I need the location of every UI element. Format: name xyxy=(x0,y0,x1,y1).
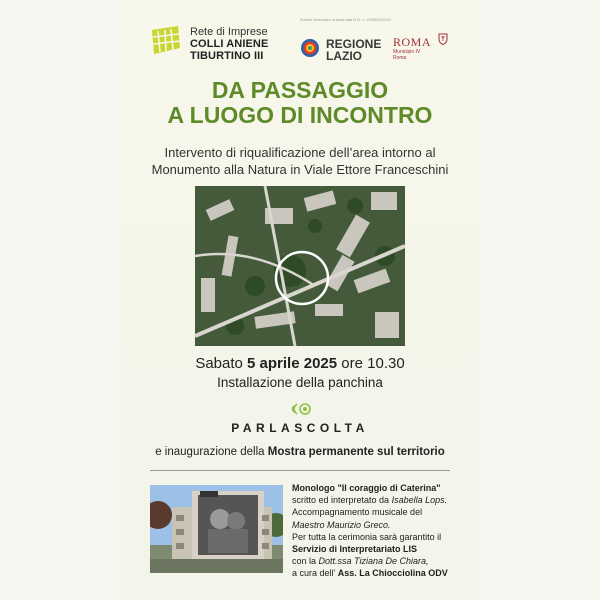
mono-dott: Dott.ssa Tiziana De Chiara, xyxy=(318,556,429,567)
roma-sub2: Roma xyxy=(393,55,407,61)
rete-line3: TIBURTINO III xyxy=(190,50,264,62)
title-line2: A LUOGO DI INCONTRO xyxy=(167,102,433,128)
roma-title: ROMA xyxy=(393,35,432,49)
roma-subtitle xyxy=(393,49,420,61)
lazio-line1: REGIONE xyxy=(326,37,382,51)
divider xyxy=(150,470,450,471)
event-time: ore 10.30 xyxy=(341,355,405,372)
rete-line2: COLLI ANIENE xyxy=(190,38,269,50)
subtitle-line2: Monumento alla Natura in Viale Ettore Franceschini xyxy=(151,162,449,177)
mono-maestro-text: Maestro Maurizio Greco. xyxy=(292,519,391,530)
aerial-map xyxy=(195,186,405,346)
funding-note: Evento finanziato in base alla D.D. n. G00542/2024 xyxy=(300,17,391,22)
title-line1: DA PASSAGGIO xyxy=(211,77,389,103)
mono-lis-service-text: Servizio di Interpretariato LIS xyxy=(292,544,418,555)
mono-title xyxy=(292,482,462,494)
inauguration-line xyxy=(122,446,478,458)
event-date xyxy=(122,355,478,372)
roma-sub1: Municipio IV xyxy=(393,49,421,55)
parlascolta-logo-icon xyxy=(287,402,313,416)
mono-org-line xyxy=(292,567,462,579)
monologue-info xyxy=(292,482,462,580)
mono-lis-service xyxy=(292,543,462,555)
rete-imprese-text xyxy=(190,26,268,62)
inaug-prefix: e inaugurazione della xyxy=(155,446,265,458)
subtitle xyxy=(122,144,478,178)
rete-line1: Rete di Imprese xyxy=(190,26,268,38)
mono-care: a cura dell’ xyxy=(292,568,336,579)
mono-author-line xyxy=(292,494,462,506)
event-date-value: 5 aprile 2025 xyxy=(247,355,338,372)
main-title xyxy=(122,78,478,128)
regione-lazio-logo-icon xyxy=(300,38,320,58)
mono-org: Ass. La Chiocciolina ODV xyxy=(337,568,448,579)
inaug-bold: Mostra permanente sul territorio xyxy=(267,446,445,458)
mono-author: Isabella Lops. xyxy=(391,495,448,506)
roma-crest-icon xyxy=(438,33,448,45)
mono-lis-intro: Per tutta la cerimonia sarà garantito il xyxy=(292,531,442,542)
mono-written-by: scritto ed interpretato da xyxy=(292,495,390,506)
mono-music: Accompagnamento musicale del xyxy=(292,507,423,518)
event-activity: Installazione della panchina xyxy=(217,375,383,390)
lazio-line2: LAZIO xyxy=(326,49,362,63)
mono-maestro xyxy=(292,519,462,531)
event-day: Sabato xyxy=(195,355,243,372)
subtitle-line1: Intervento di riqualificazione dell’area intorno al xyxy=(164,145,436,160)
mono-title-text: Monologo "Il coraggio di Caterina" xyxy=(292,483,441,493)
mono-with: con la xyxy=(292,556,317,567)
regione-lazio-text xyxy=(326,38,381,62)
parlascolta-brand: PARLASCOLTA xyxy=(231,421,369,435)
rete-imprese-logo-icon xyxy=(150,26,182,56)
mono-dott-line xyxy=(292,555,462,567)
mural-photo xyxy=(150,485,283,573)
